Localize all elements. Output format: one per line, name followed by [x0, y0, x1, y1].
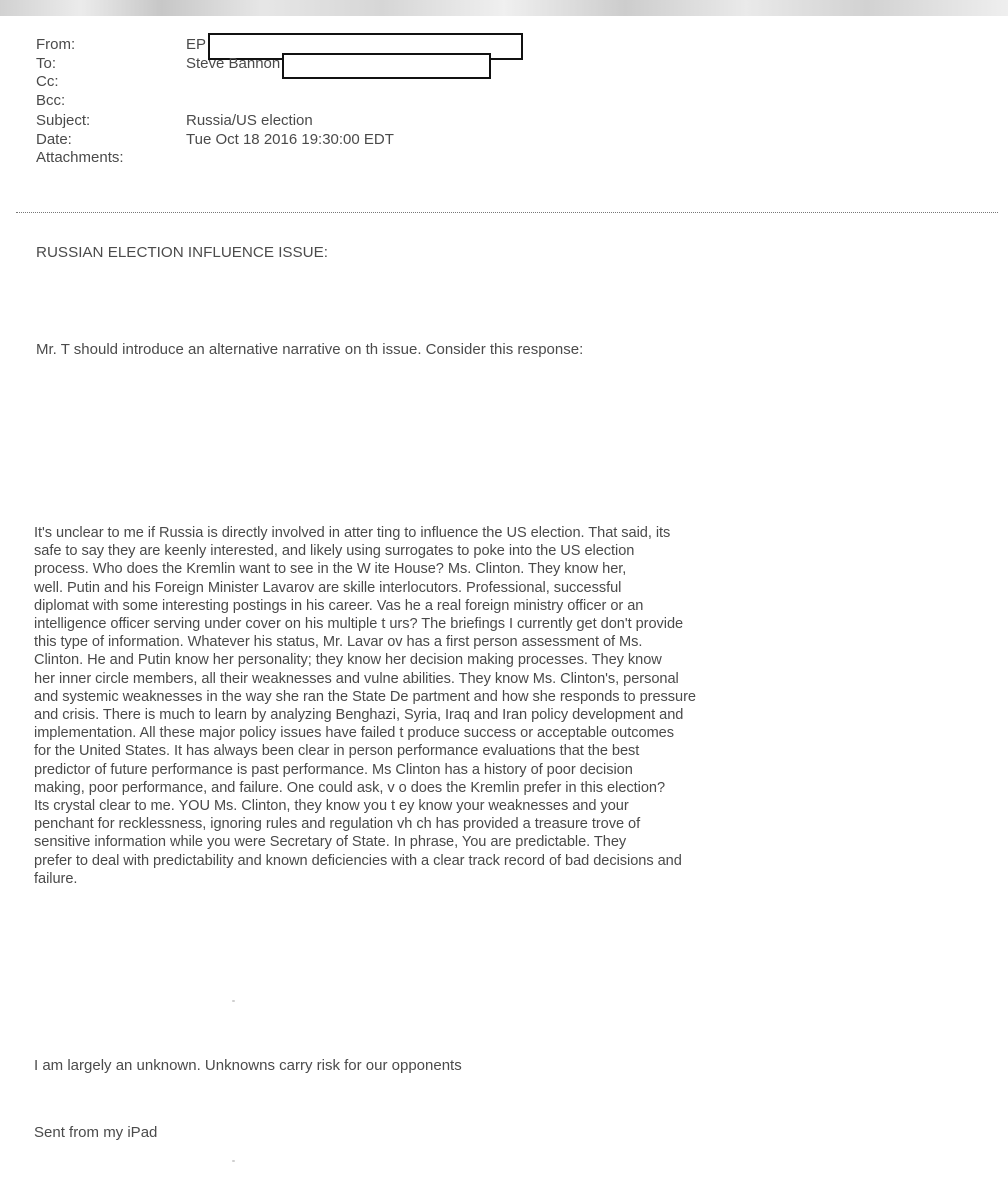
- date-value: Tue Oct 18 2016 19:30:00 EDT: [186, 130, 394, 148]
- body-line: process. Who does the Kremlin want to see in the W ite House? Ms. Clinton. They know her,: [34, 561, 627, 578]
- body-line: implementation. All these major policy issues have failed t produce success or acceptable outcomes: [34, 725, 674, 742]
- from-name: EP: [186, 36, 207, 53]
- issue-heading: RUSSIAN ELECTION INFLUENCE ISSUE:: [36, 244, 328, 261]
- body-line: making, poor performance, and failure. One could ask, v o does the Kremlin prefer in this election?: [34, 779, 666, 796]
- subject-label: Subject:: [36, 112, 91, 129]
- cc-label: Cc:: [36, 73, 59, 90]
- body-line: prefer to deal with predictability and known deficiencies with a clear track record of bad decisions and: [34, 852, 682, 869]
- body-line: safe to say they are keenly interested, and likely using surrogates to poke into the US election: [34, 543, 635, 560]
- body-line: her inner circle members, all their weaknesses and vulne abilities. They know Ms. Clinton's, personal: [34, 670, 679, 687]
- body-line: It's unclear to me if Russia is directly involved in atter ting to influence the US election. That said, its: [34, 525, 671, 541]
- body-line: predictor of future performance is past performance. Ms Clinton has a history of poor decision: [34, 761, 633, 778]
- body-paragraph: [34, 524, 979, 888]
- body-line: sensitive information while you were Secretary of State. In phrase, You are predictable. They: [34, 834, 627, 851]
- to-value: [186, 55, 491, 79]
- body-line: Clinton. He and Putin know her personality; they know her decision making processes. They know: [34, 652, 662, 669]
- body-line: for the United States. It has always been clear in person performance evaluations that the best: [34, 743, 640, 760]
- body-line: diplomat with some interesting postings in his career. Vas he a real foreign ministry officer or an: [34, 597, 644, 614]
- bcc-label: Bcc:: [36, 91, 66, 109]
- to-label: To:: [36, 54, 57, 72]
- body-line: and systemic weaknesses in the way she ran the State De partment and how she responds to pressure: [34, 688, 696, 705]
- body-line: failure.: [34, 870, 78, 887]
- signature-line: Sent from my iPad: [34, 1124, 158, 1141]
- body-line: intelligence officer serving under cover on his multiple t urs? The briefings I currently get don't provide: [34, 616, 684, 633]
- to-name: Steve Bannon: [186, 54, 281, 72]
- body-line: this type of information. Whatever his status, Mr. Lavar ov has a first person assessment of Ms.: [34, 634, 643, 651]
- body-line: well. Putin and his Foreign Minister Lavarov are skille interlocutors. Professional, successful: [34, 579, 622, 596]
- body-line: and crisis. There is much to learn by analyzing Benghazi, Syria, Iraq and Iran policy development and: [34, 707, 684, 724]
- from-label: From:: [36, 36, 76, 53]
- body-line: penchant for recklessness, ignoring rules and regulation vh ch has provided a treasure trove of: [34, 816, 641, 833]
- scan-speck: [232, 1160, 235, 1162]
- redaction-box: [282, 53, 491, 79]
- intro-line: Mr. T should introduce an alternative narrative on th issue. Consider this response:: [36, 341, 584, 358]
- date-label: Date:: [36, 130, 72, 148]
- subject-value: Russia/US election: [186, 112, 313, 129]
- scan-artifact-strip: [0, 0, 1008, 16]
- scan-speck: [232, 1000, 235, 1002]
- header-divider: [16, 212, 998, 213]
- attachments-label: Attachments:: [36, 149, 124, 166]
- closing-line: I am largely an unknown. Unknowns carry risk for our opponents: [34, 1057, 462, 1074]
- body-line: Its crystal clear to me. YOU Ms. Clinton, they know you t ey know your weaknesses and your: [34, 798, 629, 815]
